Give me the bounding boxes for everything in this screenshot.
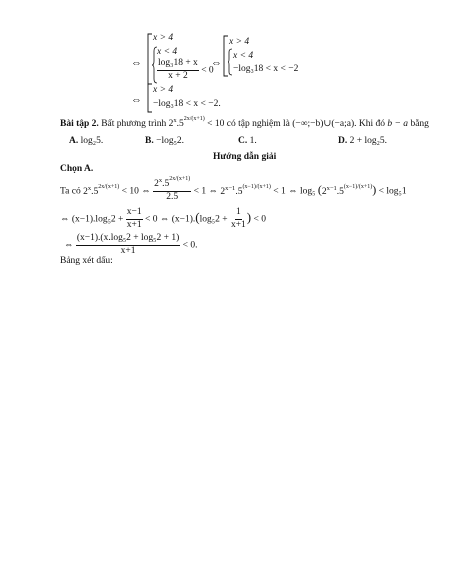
relation-lt-zero: < 0 bbox=[201, 65, 214, 76]
choice-a-label: A. bbox=[69, 136, 79, 146]
solution-step3 bbox=[64, 234, 198, 257]
choice-b[interactable] bbox=[145, 137, 184, 147]
choice-d[interactable] bbox=[338, 137, 387, 147]
step2-numerator-2: 1 bbox=[235, 208, 242, 220]
step1-relation: < 1 ⇔ bbox=[193, 186, 219, 197]
step2-denominator-2: x+1 bbox=[230, 219, 246, 230]
solution-step2 bbox=[60, 208, 266, 231]
step1-paren-content: $2^{x-1}.5^{(x-1)/(x+1)}$ bbox=[321, 183, 373, 197]
step1-tail: < 10 ⇔ bbox=[121, 186, 151, 197]
step1-paren: ( bbox=[317, 182, 322, 197]
step1-fraction bbox=[153, 175, 191, 203]
choice-a-value: log₂5. bbox=[80, 136, 104, 146]
choice-c-label: C. bbox=[238, 136, 248, 146]
step2-fraction-1 bbox=[126, 208, 143, 231]
equivalence-arrow: ⇔ bbox=[131, 57, 142, 69]
solution-heading: Hướng dẫn giải bbox=[213, 152, 277, 162]
system1-right-line2: x < 4 bbox=[233, 51, 254, 61]
inequality-expression: $2^x.5^{2x/(x+1)}$ bbox=[168, 115, 205, 129]
chosen-answer: Chọn A. bbox=[60, 164, 94, 174]
solution-step1 bbox=[60, 175, 407, 203]
equivalence-arrow-3: ⇔ bbox=[131, 94, 142, 106]
solution-set: (−∞;−b)∪(−a;a) bbox=[292, 119, 355, 129]
exercise-label: Bài tập 2. bbox=[60, 119, 99, 129]
step2-part-a: ⇔ (x−1).log₅2 + bbox=[60, 214, 124, 225]
system1-right-line3: −log₃18 < x < −2 bbox=[233, 64, 299, 74]
step1-log: < 1 ⇔ log₅ bbox=[273, 186, 316, 197]
exercise-text-c: . Khi đó bbox=[354, 119, 386, 129]
step1-end: < log₅1 bbox=[378, 186, 407, 197]
difference-expression: b − a bbox=[387, 119, 409, 129]
inequality-tail: < 10 bbox=[207, 119, 225, 129]
step3-numerator: (x−1).(x.log₅2 + log₅2 + 1) bbox=[76, 234, 180, 246]
system1-line2: x < 4 bbox=[157, 47, 178, 57]
choice-a[interactable] bbox=[69, 137, 103, 147]
system1-right-line1: x > 4 bbox=[229, 37, 250, 47]
system2-line2-text: −log₃18 < x < −2 bbox=[153, 99, 219, 109]
choice-d-value: 2 + log₂5. bbox=[349, 136, 388, 146]
choice-d-label: D. bbox=[338, 136, 348, 146]
exercise-text-d: bằng bbox=[410, 119, 429, 129]
equivalence-arrow-2: ⇔ bbox=[211, 57, 222, 69]
system1-line1: x > 4 bbox=[153, 33, 174, 43]
choice-c-value: 1. bbox=[249, 136, 257, 146]
ta-co: Ta có bbox=[60, 186, 81, 197]
step3-denominator: x+1 bbox=[120, 245, 136, 256]
sign-table-label: Bảng xét dấu: bbox=[60, 256, 113, 266]
step2-part-b: < 0 ⇔ (x−1). bbox=[144, 214, 196, 225]
choice-c[interactable] bbox=[238, 137, 257, 147]
step3-arrow: ⇔ bbox=[64, 240, 74, 251]
step2-part-c: log₅2 + bbox=[199, 214, 228, 225]
system2-line1: x > 4 bbox=[153, 85, 174, 95]
system1-line3 bbox=[157, 59, 214, 82]
step2-numerator-1: x−1 bbox=[126, 208, 143, 220]
exercise-text-b: có tập nghiệm là bbox=[226, 119, 290, 129]
step1-paren-close: ) bbox=[372, 182, 377, 197]
fraction-numerator: log₃18 + x bbox=[157, 59, 199, 71]
fraction-log18 bbox=[157, 59, 199, 82]
period: . bbox=[218, 99, 221, 109]
step1-numerator: $2^x.5^{2x/(x+1)}$ bbox=[153, 180, 191, 192]
step1-lhs: $2^x.5^{2x/(x+1)}$ bbox=[83, 183, 120, 197]
step1-power: $2^{x-1}.5^{(x-1)/(x+1)}$ bbox=[220, 183, 271, 197]
step2-paren-close: ) bbox=[246, 209, 252, 225]
step2-fraction-2 bbox=[230, 208, 247, 231]
fraction-denominator: x + 2 bbox=[168, 70, 188, 81]
step3-relation: < 0. bbox=[182, 240, 198, 251]
exercise-statement bbox=[60, 115, 429, 130]
step2-paren-open: ( bbox=[195, 209, 200, 225]
choice-b-value: −log₅2. bbox=[156, 136, 185, 146]
choice-b-label: B. bbox=[145, 136, 154, 146]
step3-fraction bbox=[76, 234, 180, 257]
step1-denominator: 2.5 bbox=[166, 191, 179, 202]
system2-line2 bbox=[153, 100, 221, 110]
step2-part-d: < 0 bbox=[253, 214, 266, 225]
step2-denominator-1: x+1 bbox=[126, 219, 142, 230]
exercise-text-a: Bất phương trình bbox=[101, 119, 167, 129]
